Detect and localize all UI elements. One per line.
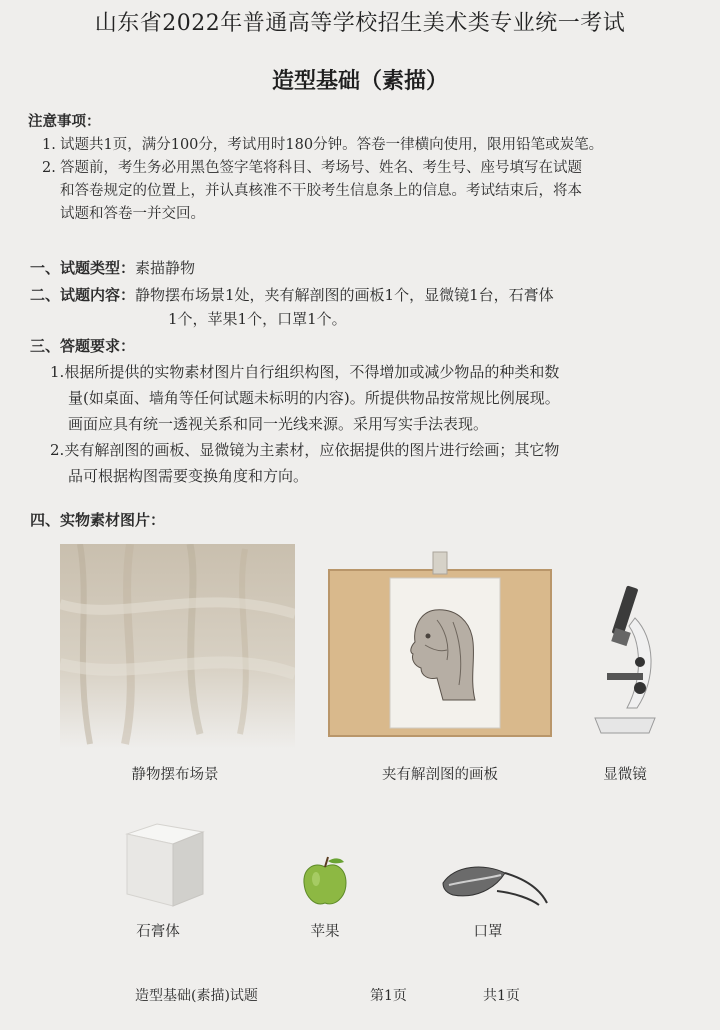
section-question-type: 一、试题类型：素描静物 <box>30 259 196 277</box>
notice-item: 2. 答题前，考生务必用黑色签字笔将科目、考场号、姓名、考生号、座号填写在试题 和答卷规定的位置上，并认真核准不干胶考生信息条上的信息。考试结束后，将本 试题和答卷一并交回。 <box>42 160 582 222</box>
section-requirements-heading: 三、答题要求： <box>30 337 136 355</box>
material-caption: 显微镜 <box>603 767 647 783</box>
microscope-image <box>585 578 665 738</box>
notice-list <box>42 134 702 226</box>
section-question-content: 二、试题内容：静物摆布场景1处，夹有解剖图的画板1个，显微镜1台，石膏体 1个，苹果1个，口罩1个。 <box>30 286 554 328</box>
notice-item: 1. 试题共1页，满分100分，考试用时180分钟。答卷一律横向使用，限用铅笔或炭笔。 <box>42 137 604 153</box>
footer-title: 造型基础(素描)试题 <box>135 988 258 1004</box>
requirement-item: 2.夹有解剖图的画板、显微镜为主素材，应依据提供的图片进行绘画；其它物 品可根据构图需要变换角度和方向。 <box>50 441 560 485</box>
material-caption: 静物摆布场景 <box>131 767 219 783</box>
exam-title: 山东省2022年普通高等学校招生美术类专业统一考试 <box>94 11 626 36</box>
requirements-list <box>50 359 695 489</box>
face-mask-image <box>435 855 555 910</box>
plaster-cube-image <box>115 820 210 910</box>
section-materials-heading: 四、实物素材图片： <box>30 511 166 529</box>
notice-heading: 注意事项： <box>28 113 101 130</box>
footer-total: 共1页 <box>483 988 520 1004</box>
material-caption: 夹有解剖图的画板 <box>382 767 498 783</box>
material-caption: 苹果 <box>310 924 340 940</box>
subject-title: 造型基础（素描） <box>271 68 448 94</box>
drapery-scene-image <box>60 544 295 749</box>
footer-page: 第1页 <box>370 988 407 1004</box>
requirement-item: 1.根据所提供的实物素材图片自行组织构图，不得增加或减少物品的种类和数 量(如桌面、墙角等任何试题未标明的内容)。所提供物品按常规比例展现。 画面应具有统一透视关系和同一光线来源。采用写实手法表现。 <box>50 363 560 433</box>
apple-image <box>298 855 353 910</box>
drawing-board-image <box>325 550 555 740</box>
material-caption: 口罩 <box>473 924 503 940</box>
material-caption: 石膏体 <box>136 924 180 940</box>
